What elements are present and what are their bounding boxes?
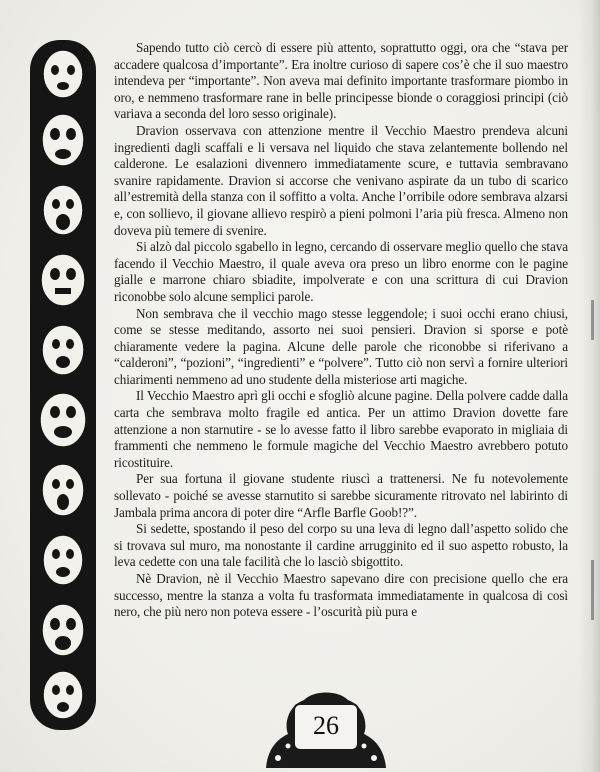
page-number: 26 — [313, 711, 339, 740]
paragraph-3: Si alzò dal piccolo sgabello in legno, cercando di osservare meglio quello che stava facendo il Vecchio Maestro, il quale aveva ora preso un libro enorme con le pagine gialle e marrone chiaro sbiadite, impolverate e con una scrittura di cui Dravion riconobbe solo alcune semplici parole. — [114, 239, 568, 304]
story-text — [114, 40, 568, 621]
paragraph-5: Il Vecchio Maestro aprì gli occhi e sfogliò alcune pagine. Della polvere cadde dalla carta che sembrava molto fragile ed antica. Per un attimo Dravion dovette fare attenzione a non starnutire - se lo avesse fatto il libro sarebbe evaporato in migliaia di frammenti che nemmeno le formule magiche del Vecchio Maestro avrebbero potuto ricostituire. — [114, 388, 568, 470]
paragraph-4: Non sembrava che il vecchio mago stesse leggendole; i suoi occhi erano chiusi, come se stesse meditando, assorto nei suoi pensieri. Dravion si sporse e potè chiaramente vedere la pagina. Alcune delle parole che riconobbe si riferivano a “calderoni”, “pozioni”, “ingredienti” e “polvere”. Tutto ciò non servì a fornire ulteriori chiarimenti nemmeno ad uno studente della misteriose arti magiche. — [114, 305, 568, 387]
skull-column-border — [28, 40, 98, 730]
paragraph-2: Dravion osservava con attenzione mentre il Vecchio Maestro prendeva alcuni ingredienti dagli scaffali e li versava nel liquido che stava zelantemente bollendo nel calderone. Le esalazioni divennero immediatamente scure, e tuttavia sembravano svanire rapidamente. Dravion si accorse che venivano aspirate da un tubo di scarico all’estremità della stanza con il soffitto a volta. Anche l’orribile odore sembrava alzarsi e, con sollievo, il giovane allievo respirò a pieni polmoni l’aria più fresca. Almeno non doveva più temere di svenire. — [114, 122, 568, 238]
page-edge-shadow — [578, 0, 600, 772]
paragraph-8: Nè Dravion, nè il Vecchio Maestro sapevano dire con precisione quello che era successo, mentre la stanza a volta fu trasformata immediatamente in qualcosa di così nero, che più nero non poteva essere - l’oscurità più pura e — [114, 571, 568, 620]
paragraph-1: Sapendo tutto ciò cercò di essere più attento, soprattutto oggi, ora che “stava per accadere qualcosa d’importante”. Era inoltre curioso di sapere cos’è che il suo maestro intendeva per “importante”. Non aveva mai definito importante trasformare piombo in oro, e nemmeno trasformare rane in belle principesse bionde o coraggiosi principi (ciò variava a seconda del loro sesso originale). — [114, 40, 568, 122]
paragraph-7: Si sedette, spostando il peso del corpo su una leva di legno dall’aspetto solido che si trovava sul muro, ma nonostante il cardine arrugginito ed il suo aspetto robusto, la leva cedette con una tale facilità che lo lasciò sbigottito. — [114, 521, 568, 570]
page-edge-mark — [591, 560, 594, 620]
paragraph-6: Per sua fortuna il giovane studente riuscì a trattenersi. Ne fu notevolemente sollevato - poiché se avesse starnutito si sarebbe sicuramente ritrovato nel labirinto di Jambala prima ancora di poter dire “Arfle Barfle Goob!?”. — [114, 471, 568, 520]
page-edge-mark — [591, 300, 594, 340]
